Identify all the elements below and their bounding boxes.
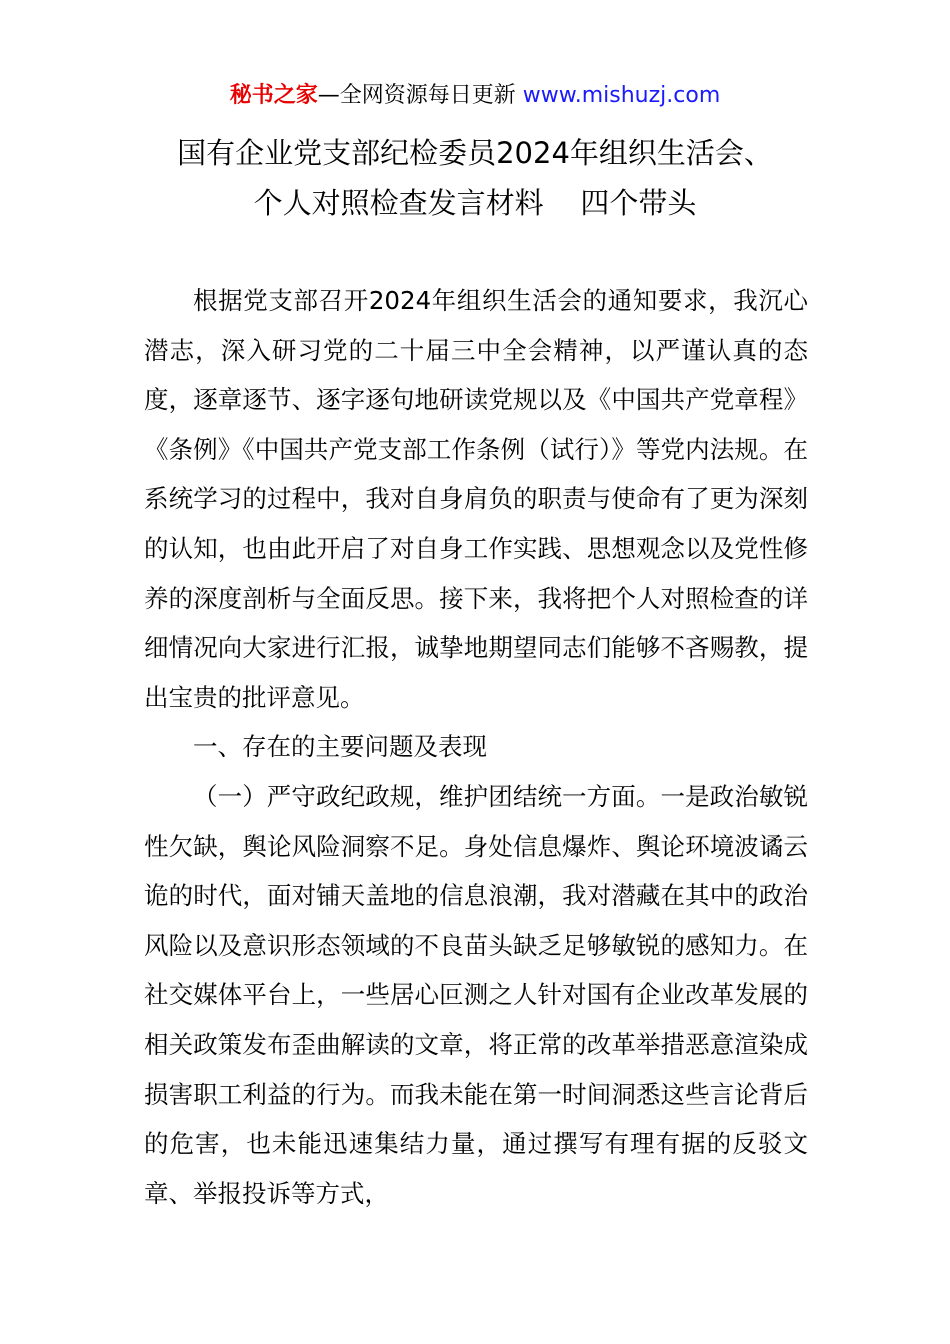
section-heading: 一、存在的主要问题及表现 (193, 732, 487, 762)
document-title (100, 128, 850, 228)
brand-name: 秘书之家 (229, 83, 318, 108)
site-url-link[interactable]: www.mishuzj.com (522, 83, 721, 108)
document-body (144, 276, 808, 1218)
title-line-1: 国有企业党支部纪检委员2024年组织生活会、 (177, 136, 773, 170)
body-paragraph-section-1: （一）严守政纪政规，维护团结统一方面。一是政治敏锐性欠缺，舆论风险洞察不足。身处信息爆炸、舆论环境波谲云诡的时代，面对铺天盖地的信息浪潮，我对潜藏在其中的政治风险以及意识形态领域的不良苗头缺乏足够敏锐的感知力。在社交媒体平台上，一些居心叵测之人针对国有企业改革发展的相关政策发布歪曲解读的文章，将正常的改革举措恶意渲染成损害职工利益的行为。而我未能在第一时间洞悉这些言论背后的危害，也未能迅速集结力量，通过撰写有理有据的反驳文章、举报投诉等方式， (144, 781, 808, 1208)
header-tagline: —全网资源每日更新 (317, 83, 523, 108)
title-line-2: 个人对照检查发言材料 四个带头 (253, 186, 697, 220)
site-header (0, 80, 950, 112)
body-paragraph-intro: 根据党支部召开2024年组织生活会的通知要求，我沉心潜志，深入研习党的二十届三中全会精神，以严谨认真的态度，逐章逐节、逐字逐句地研读党规以及《中国共产党章程》《条例》《中国共产党支部工作条例（试行）》等党内法规。在系统学习的过程中，我对自身肩负的职责与使命有了更为深刻的认知，也由此开启了对自身工作实践、思想观念以及党性修养的深度剖析与全面反思。接下来，我将把个人对照检查的详细情况向大家进行汇报，诚挚地期望同志们能够不吝赐教，提出宝贵的批评意见。 (144, 286, 808, 712)
